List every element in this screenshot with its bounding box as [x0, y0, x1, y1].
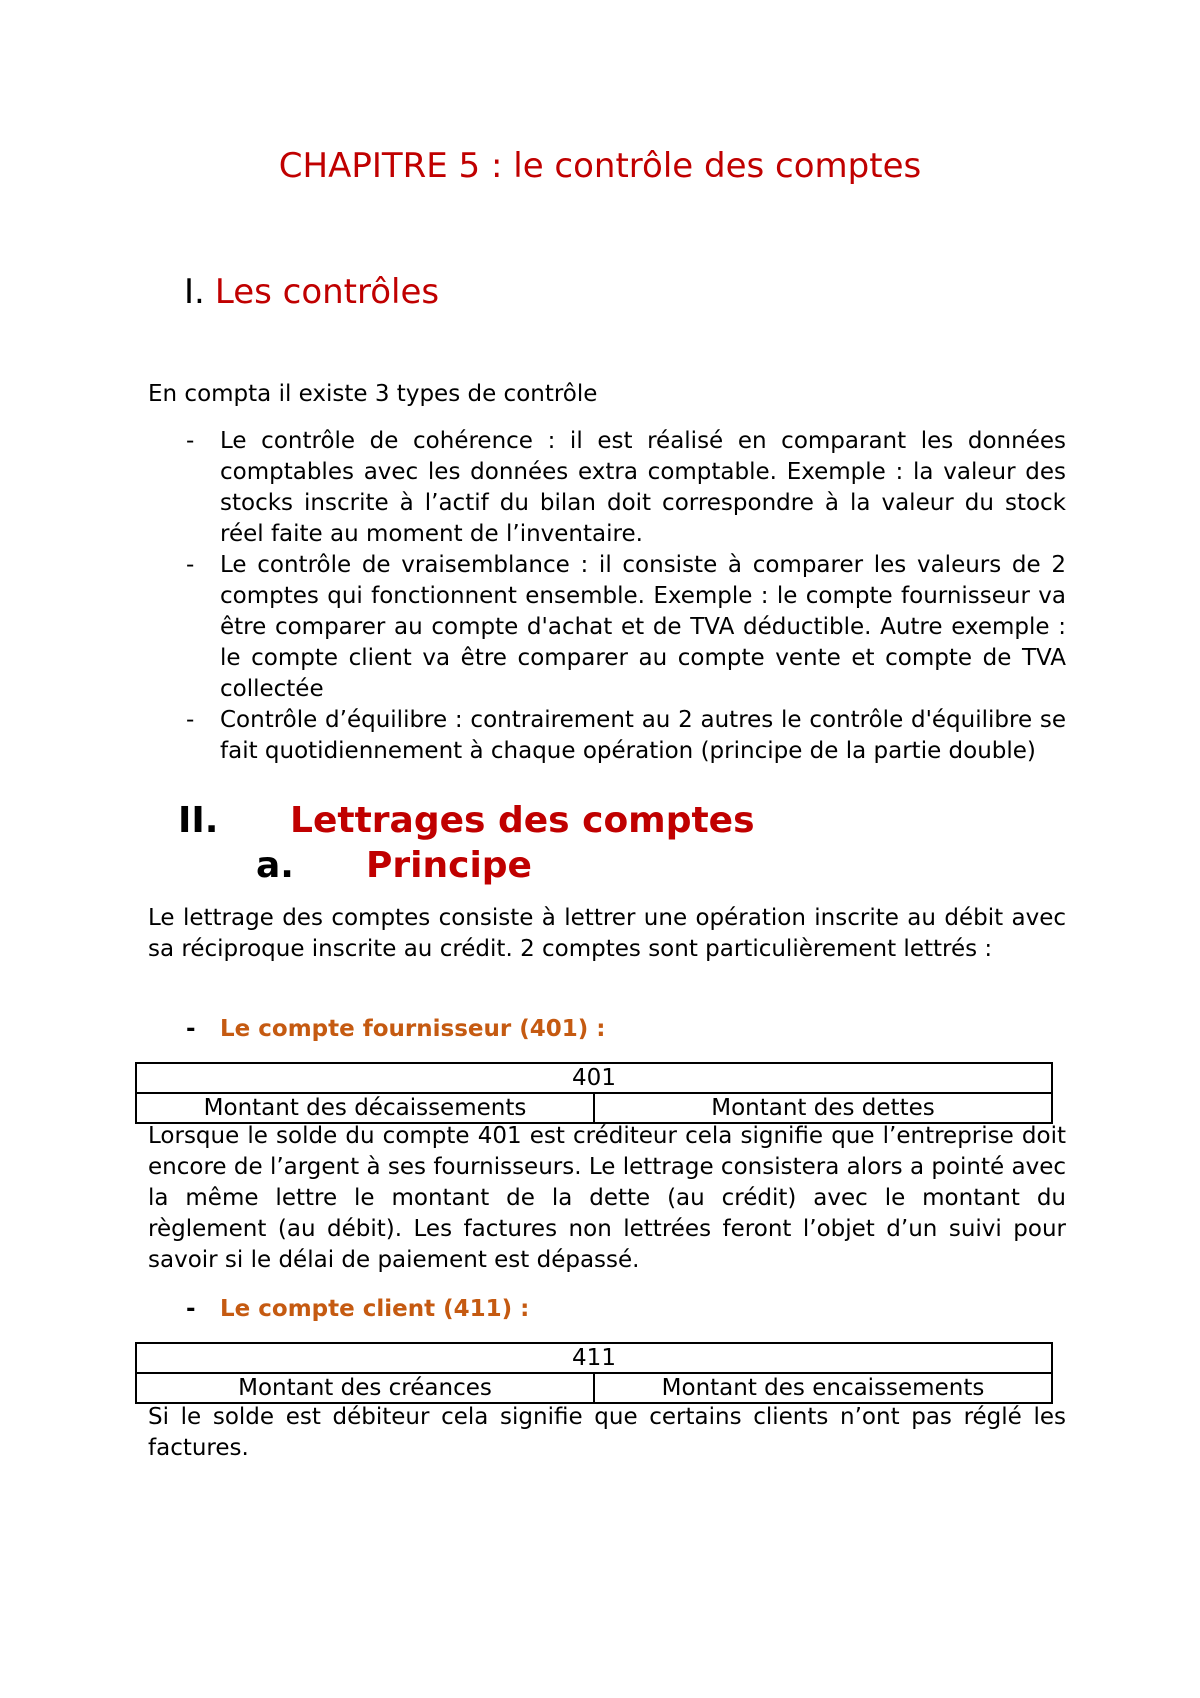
section-2-number: II.	[178, 800, 219, 841]
account-401-debit: Montant des décaissements	[136, 1093, 594, 1123]
fournisseur-subheading	[186, 1014, 605, 1045]
list-item	[148, 550, 1066, 705]
account-401-table	[135, 1062, 1053, 1124]
list-dash: -	[186, 707, 195, 733]
subheading-dash: -	[186, 1016, 196, 1042]
client-label: Le compte client (411) :	[220, 1296, 530, 1322]
list-item	[148, 426, 1066, 550]
client-explanation: Si le solde est débiteur cela signifie que certains clients n’ont pas réglé les factures.	[148, 1404, 1066, 1461]
subsection-a-heading	[256, 843, 532, 889]
account-411-debit: Montant des créances	[136, 1373, 594, 1403]
account-411-header: 411	[136, 1343, 1052, 1373]
section-1-intro: En compta il existe 3 types de contrôle	[148, 381, 598, 407]
account-401-header: 401	[136, 1063, 1052, 1093]
section-1-number: I.	[184, 272, 205, 312]
subsection-a-title: Principe	[366, 845, 532, 886]
account-411-table	[135, 1342, 1053, 1404]
section-1-title: Les contrôles	[214, 272, 440, 312]
account-411-credit: Montant des encaissements	[594, 1373, 1052, 1403]
list-item-text: Le contrôle de vraisemblance : il consiste à comparer les valeurs de 2 comptes qui fonctionnent ensemble. Exemple : le compte fournisseur va être comparer au compte d'achat et de TVA déductible. Autre exemple : le compte client va être comparer au compte vente et compte de TVA collectée	[220, 552, 1066, 702]
list-dash: -	[186, 428, 195, 454]
section-2-heading	[178, 798, 755, 844]
account-401-credit: Montant des dettes	[594, 1093, 1052, 1123]
list-item-text: Le contrôle de cohérence : il est réalisé en comparant les données comptables avec les données extra comptable. Exemple : la valeur des stocks inscrite à l’actif du bilan doit correspondre à la valeur du stock réel faite au moment de l’inventaire.	[220, 428, 1066, 547]
fournisseur-label: Le compte fournisseur (401) :	[220, 1016, 606, 1042]
lettrage-intro: Le lettrage des comptes consiste à lettrer une opération inscrite au débit avec sa réciproque inscrite au crédit. 2 comptes sont particulièrement lettrés :	[148, 905, 1066, 962]
section-2-title: Lettrages des comptes	[290, 800, 755, 841]
control-types-list	[148, 426, 1066, 767]
fournisseur-explanation: Lorsque le solde du compte 401 est créditeur cela signifie que l’entreprise doit encore de l’argent à ses fournisseurs. Le lettrage consistera alors a pointé avec la même lettre le montant de la dette (au crédit) avec le montant du règlement (au débit). Les factures non lettrées feront l’objet d’un suivi pour savoir si le délai de paiement est dépassé.	[148, 1123, 1066, 1273]
client-subheading	[186, 1294, 529, 1325]
subheading-dash: -	[186, 1296, 196, 1322]
subsection-a-letter: a.	[256, 845, 294, 886]
list-item	[148, 705, 1066, 767]
list-dash: -	[186, 552, 195, 578]
section-1-heading	[184, 270, 439, 314]
chapter-title: CHAPITRE 5 : le contrôle des comptes	[278, 146, 922, 186]
list-item-text: Contrôle d’équilibre : contrairement au 2 autres le contrôle d'équilibre se fait quotidiennement à chaque opération (principe de la partie double)	[220, 707, 1066, 764]
